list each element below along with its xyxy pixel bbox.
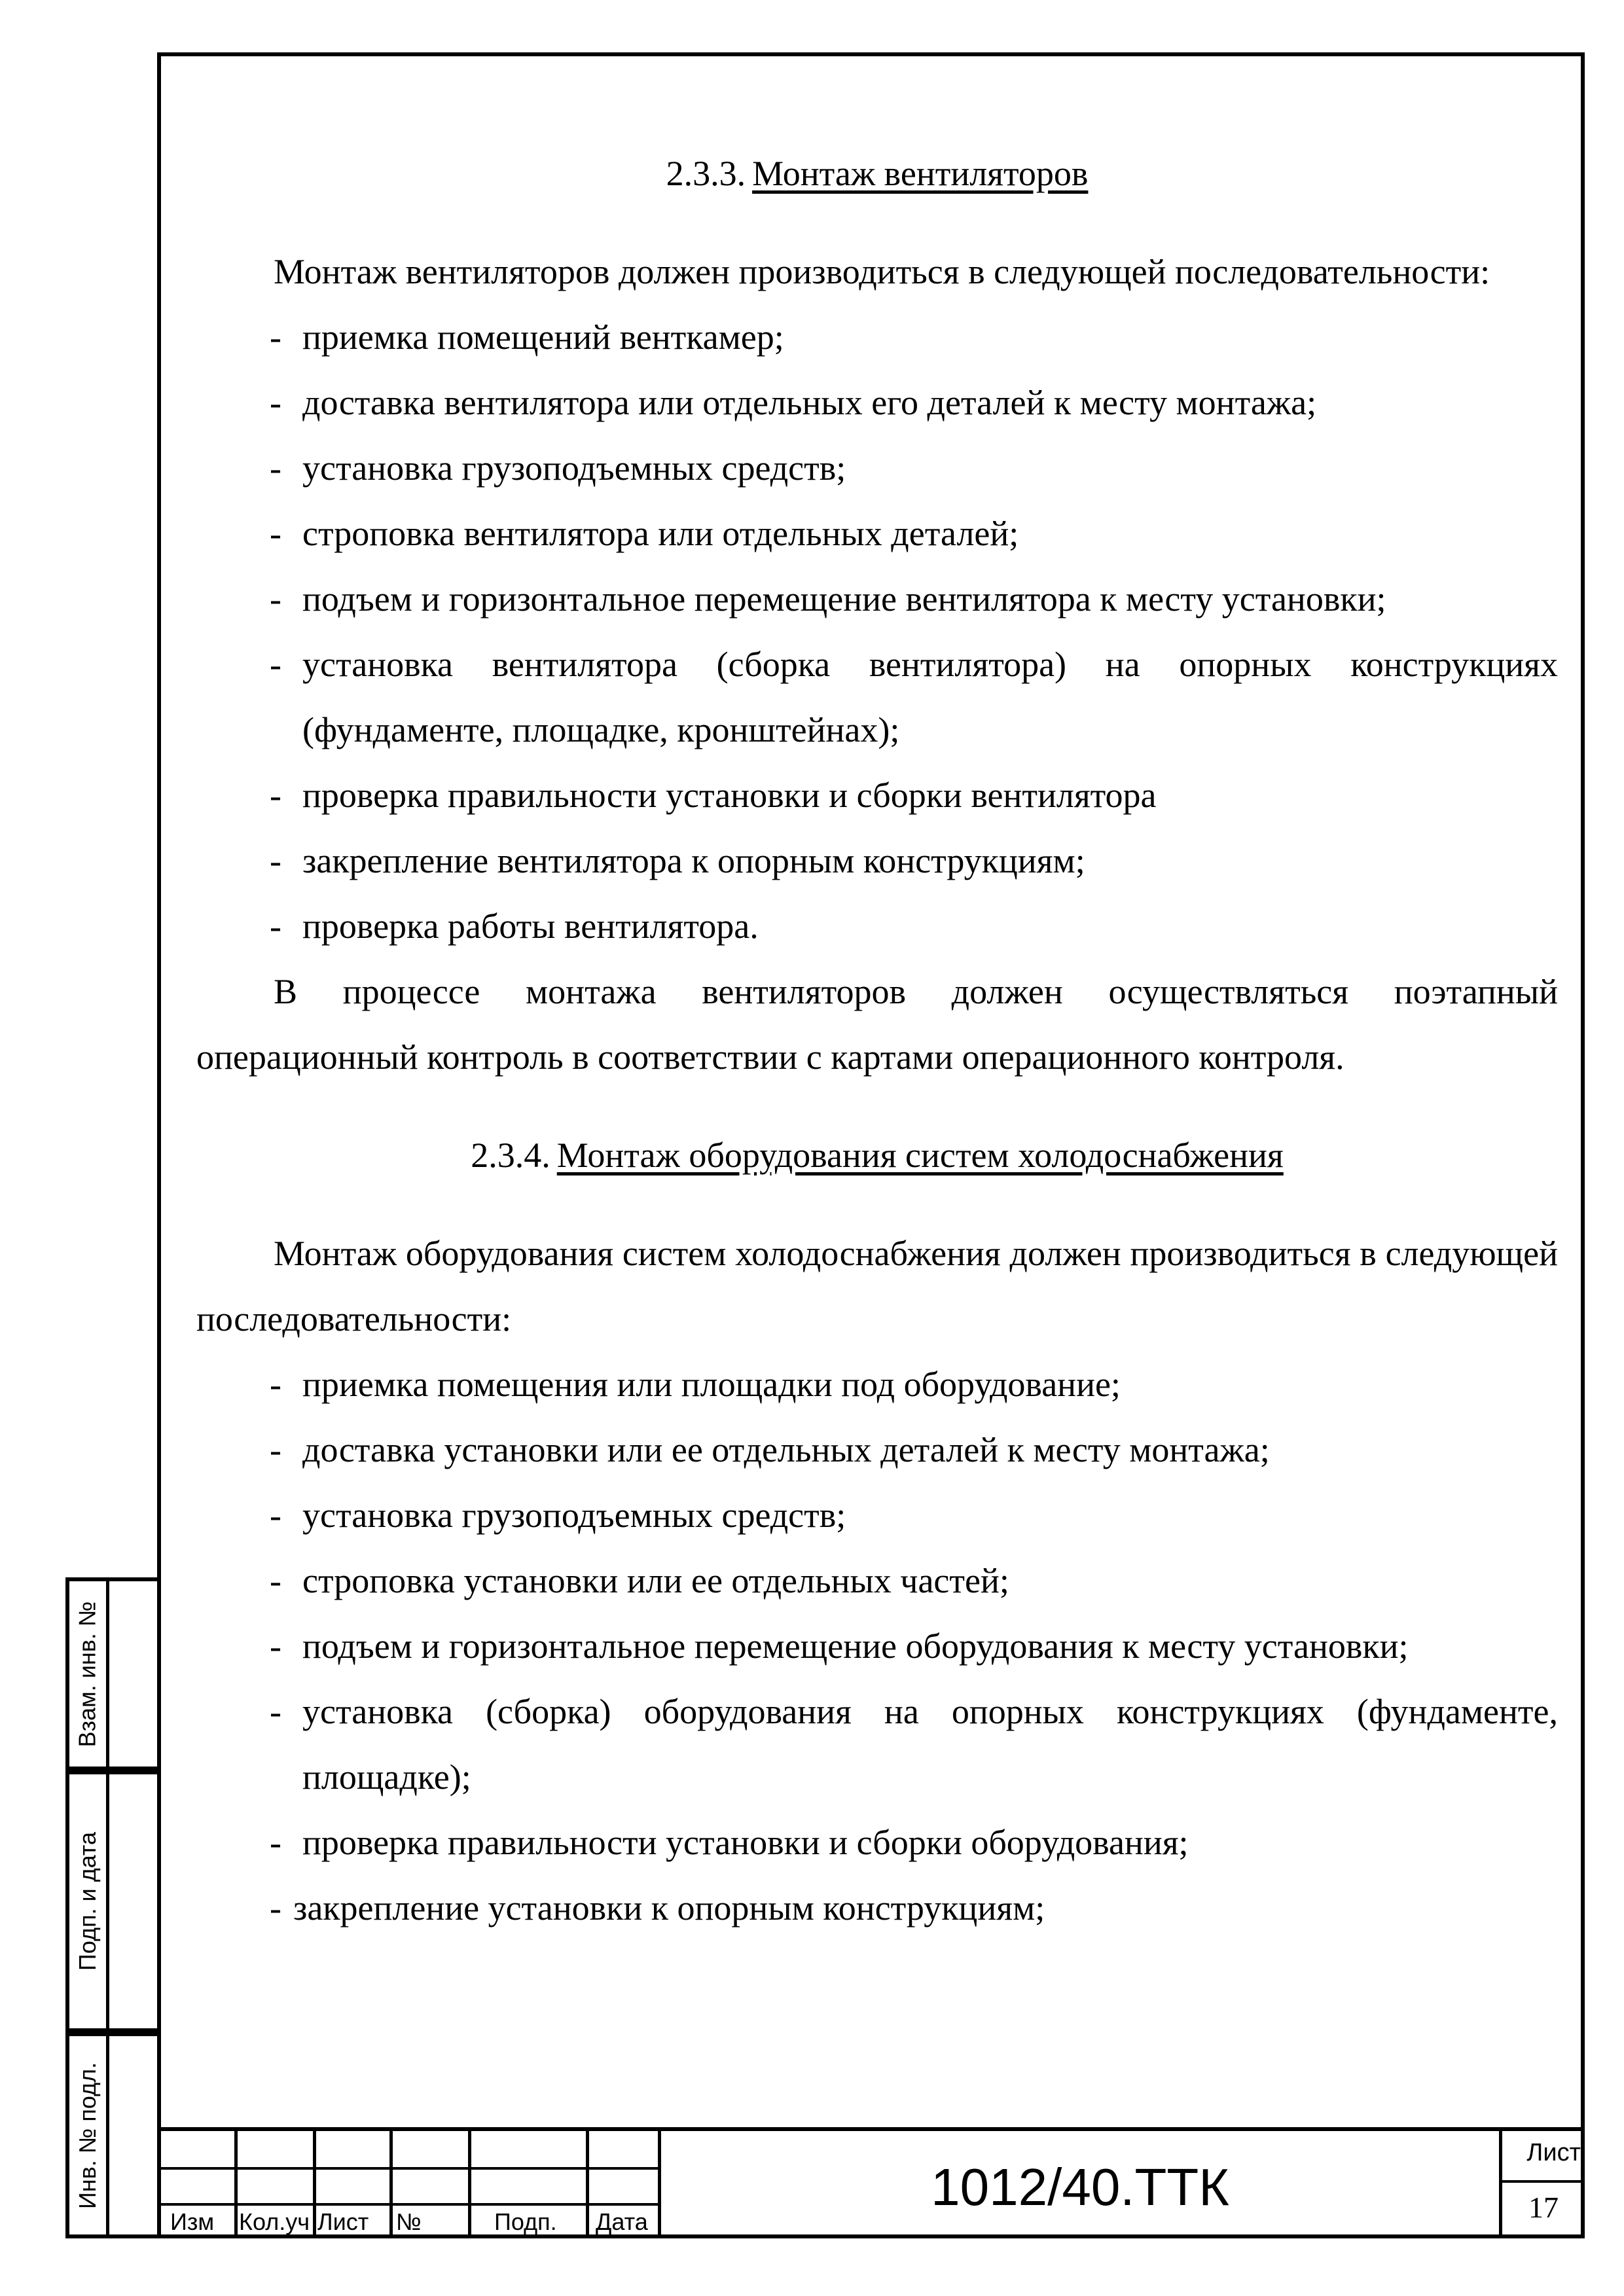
- list-dash: -: [270, 841, 281, 880]
- list-dash: -: [270, 1626, 281, 1666]
- list-item: [196, 762, 1558, 828]
- stamp-replace-inv-label: Взам. инв. №: [74, 1600, 101, 1748]
- stamp-sign-date: [65, 1770, 157, 2032]
- col-change-label: Изм: [170, 2208, 215, 2235]
- list-item-text: установка грузоподъемных средств;: [302, 1496, 846, 1535]
- list-item-text: закрепление установки к опорным конструкциям;: [293, 1888, 1045, 1928]
- col-date-label: Дата: [596, 2208, 648, 2235]
- list-item: [196, 1875, 1558, 1941]
- list-dash: -: [270, 1692, 281, 1731]
- stamp-orig-inv-label: Инв. № подл.: [74, 2062, 101, 2209]
- list-item: [196, 370, 1558, 435]
- list-item-text: установка (сборка) оборудования на опорных конструкциях (фундаменте, площадке);: [302, 1692, 1558, 1797]
- list-item: [196, 893, 1558, 959]
- list-item-text: приемка помещений венткамер;: [302, 317, 784, 357]
- list-dash: -: [270, 1888, 281, 1928]
- list-dash: -: [270, 1365, 281, 1404]
- list-dash: -: [270, 776, 281, 815]
- list-dash: -: [270, 1561, 281, 1600]
- list-item-text: установка грузоподъемных средств;: [302, 448, 846, 488]
- document-code: 1012/40.ТТК: [931, 2158, 1229, 2216]
- section-number: 2.3.3.: [666, 154, 746, 193]
- list-item-text: проверка правильности установки и сборки оборудования;: [302, 1823, 1189, 1862]
- list-dash: -: [270, 579, 281, 619]
- col-qty-label: Кол.уч: [239, 2208, 310, 2235]
- list-dash: -: [270, 906, 281, 946]
- list-item: [196, 304, 1558, 370]
- sheet-label: Лист: [1526, 2139, 1581, 2166]
- list-item-text: доставка вентилятора или отдельных его деталей к месту монтажа;: [302, 383, 1317, 422]
- list-item: [196, 1679, 1558, 1810]
- list-item-text: строповка установки или ее отдельных частей;: [302, 1561, 1009, 1600]
- section-title: Монтаж вентиляторов: [752, 154, 1089, 193]
- list-dash: -: [270, 317, 281, 357]
- section-title: Монтаж оборудования систем холодоснабжения: [556, 1136, 1284, 1175]
- list-dash: -: [270, 514, 281, 553]
- stamp-sign-date-label: Подп. и дата: [74, 1831, 101, 1971]
- list-item-text: проверка работы вентилятора.: [302, 906, 759, 946]
- sheet-number: 17: [1528, 2191, 1559, 2224]
- section-closing: В процессе монтажа вентиляторов должен осуществляться поэтапный операционный контроль в соответствии с картами операционного контроля.: [196, 972, 1558, 1077]
- list-item-text: строповка вентилятора или отдельных деталей;: [302, 514, 1019, 553]
- list-item: [196, 1810, 1558, 1875]
- list-item: [196, 1613, 1558, 1679]
- col-sheet-label: Лист: [317, 2208, 369, 2235]
- list-dash: -: [270, 1430, 281, 1469]
- title-block: [157, 2127, 1585, 2238]
- section-intro: Монтаж вентиляторов должен производиться в следующей последовательности:: [274, 252, 1490, 291]
- section-number: 2.3.4.: [471, 1136, 550, 1175]
- section-heading-2-3-3: [196, 141, 1558, 206]
- list-dash: -: [270, 448, 281, 488]
- list-item: [196, 1482, 1558, 1548]
- list-item: [196, 1417, 1558, 1482]
- list-dash: -: [270, 383, 281, 422]
- stamp-replace-inv: [65, 1577, 157, 1770]
- col-sign-label: Подп.: [494, 2208, 557, 2235]
- list-item: [196, 632, 1558, 762]
- list-item-text: закрепление вентилятора к опорным конструкциям;: [302, 841, 1085, 880]
- list-item-text: установка вентилятора (сборка вентилятора) на опорных конструкциях (фундаменте, площадке, кронштейнах);: [302, 645, 1558, 749]
- col-doc-label: №: [396, 2208, 422, 2235]
- section-heading-2-3-4: [196, 1122, 1558, 1188]
- list-dash: -: [270, 645, 281, 684]
- list-item-text: приемка помещения или площадки под оборудование;: [302, 1365, 1121, 1404]
- list-item-text: проверка правильности установки и сборки вентилятора: [302, 776, 1157, 815]
- list-item: [196, 501, 1558, 566]
- list-item-text: подъем и горизонтальное перемещение оборудования к месту установки;: [302, 1626, 1409, 1666]
- list-dash: -: [270, 1823, 281, 1862]
- list-item-text: доставка установки или ее отдельных деталей к месту монтажа;: [302, 1430, 1270, 1469]
- list-item: [196, 1548, 1558, 1613]
- list-dash: -: [270, 1496, 281, 1535]
- list-item: [196, 435, 1558, 501]
- stamp-orig-inv: [65, 2032, 157, 2238]
- list-item: [196, 1352, 1558, 1417]
- section-intro: Монтаж оборудования систем холодоснабжения должен производиться в следующей последовательности:: [196, 1234, 1558, 1338]
- document-body: [196, 141, 1558, 1941]
- list-item: [196, 828, 1558, 893]
- list-item: [196, 566, 1558, 632]
- list-item-text: подъем и горизонтальное перемещение вентилятора к месту установки;: [302, 579, 1386, 619]
